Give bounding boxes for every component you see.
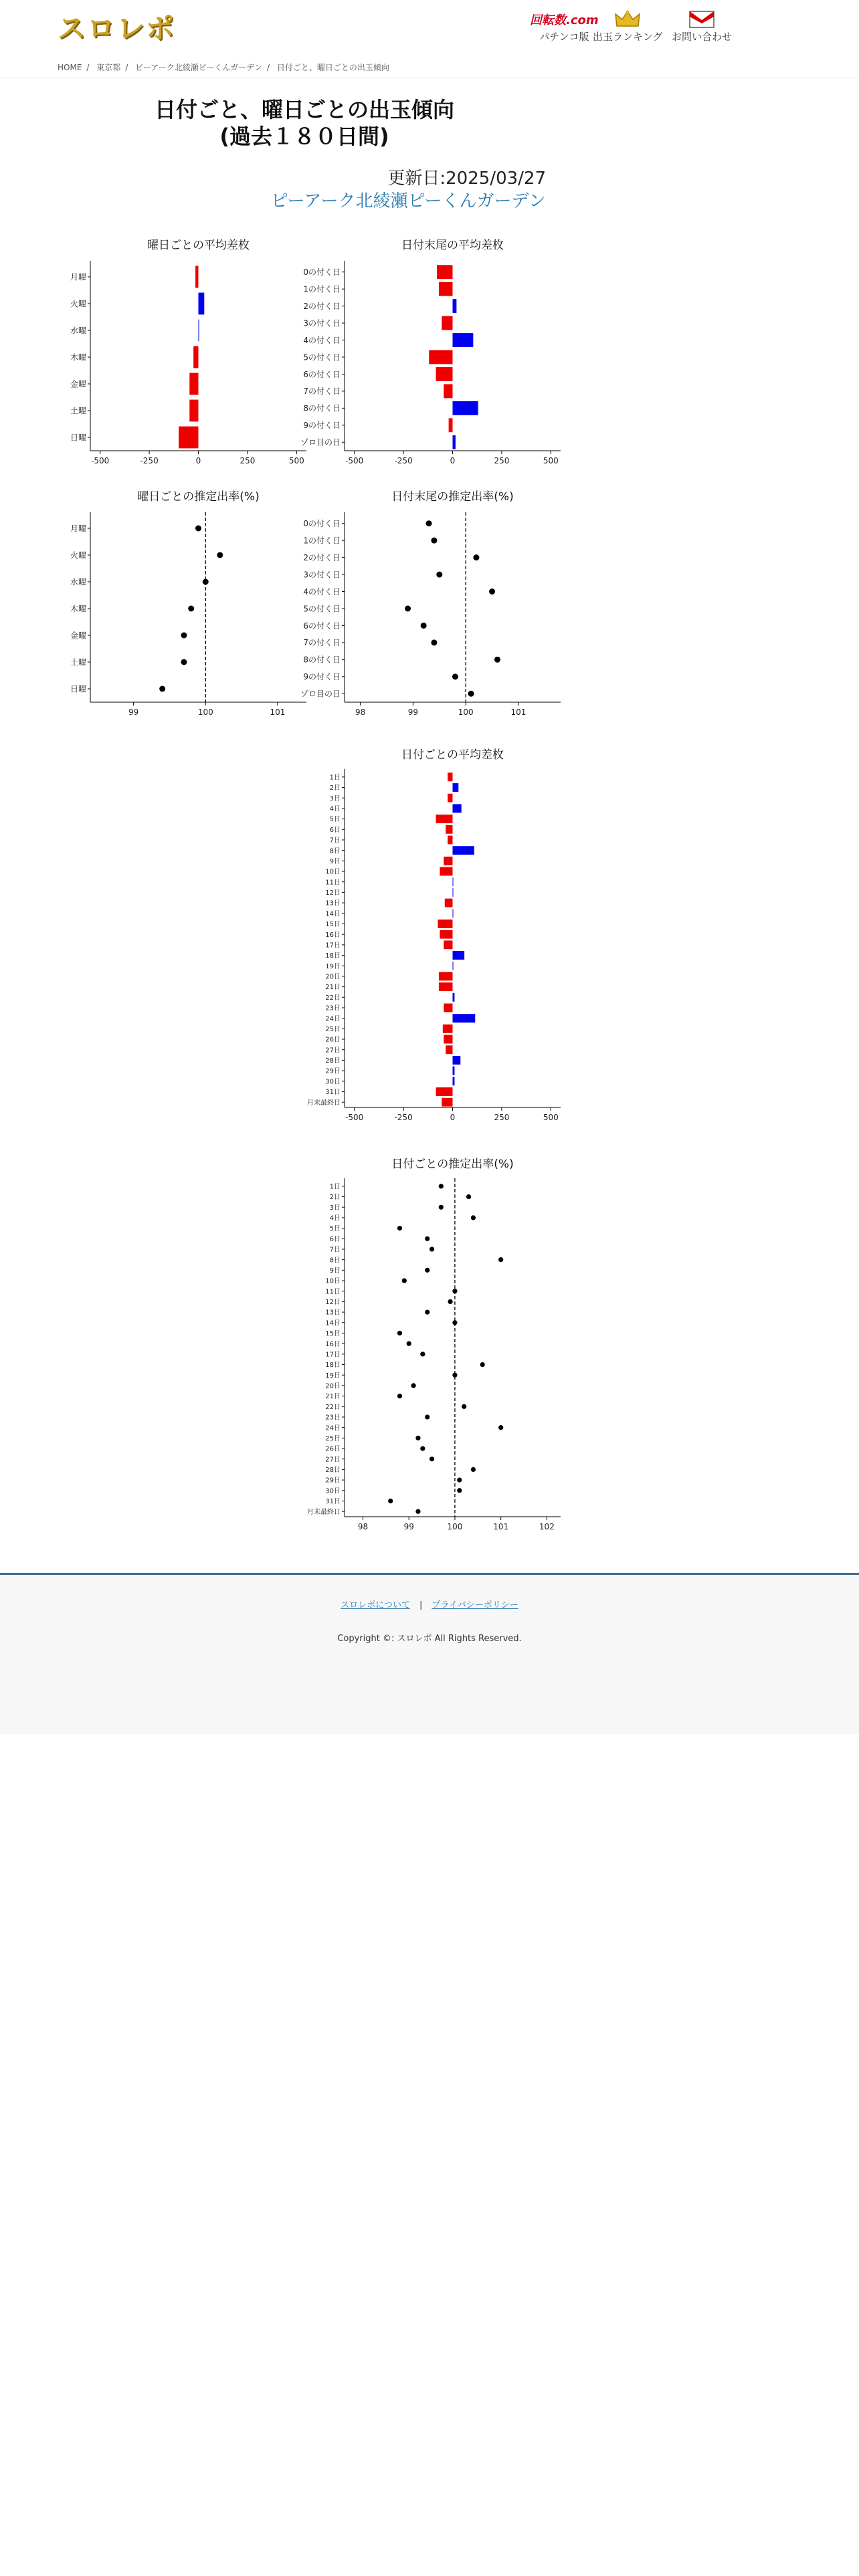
y-tick-label: 29日	[325, 1477, 341, 1485]
breadcrumb-home[interactable]: HOME	[58, 63, 82, 72]
x-tick-label: 500	[543, 456, 559, 465]
y-tick-label: 1の付く日	[303, 536, 341, 546]
x-tick-label: 99	[403, 1522, 414, 1531]
y-tick-label: 3日	[329, 794, 341, 802]
bar	[440, 930, 452, 939]
data-point	[498, 1257, 503, 1262]
y-tick-label: 2の付く日	[303, 301, 341, 311]
data-point	[181, 633, 187, 639]
y-tick-label: 16日	[325, 1340, 341, 1348]
bar	[446, 1045, 452, 1054]
bar	[444, 1004, 452, 1012]
data-point	[430, 1457, 434, 1461]
data-point	[188, 606, 194, 612]
y-tick-label: 金曜	[70, 631, 86, 641]
data-point	[425, 1237, 430, 1241]
bar	[448, 772, 452, 781]
y-tick-label: 0の付く日	[303, 519, 341, 529]
y-tick-label: 9日	[329, 1267, 341, 1275]
y-tick-label: 5日	[329, 1225, 341, 1233]
y-tick-label: 0の付く日	[303, 267, 341, 278]
y-tick-label: 21日	[325, 984, 341, 992]
y-tick-label: 28日	[325, 1057, 341, 1065]
y-tick-label: 日曜	[70, 433, 86, 443]
x-tick-label: 0	[195, 456, 201, 465]
footer-links: スロレポについて | プライバシーポリシー	[341, 1600, 518, 1610]
data-point	[448, 1299, 452, 1304]
x-tick-label: -250	[140, 456, 159, 465]
y-tick-label: 2の付く日	[303, 552, 341, 562]
data-point	[415, 1436, 420, 1440]
data-point	[420, 1446, 425, 1451]
data-point	[439, 1205, 444, 1210]
nav-pachinko[interactable]	[530, 9, 599, 43]
y-tick-label: 3の付く日	[303, 570, 341, 580]
x-tick-label: 0	[450, 1113, 456, 1122]
bar	[436, 815, 453, 823]
y-tick-label: 5日	[329, 816, 341, 824]
breadcrumb: HOME / 東京都 / ピーアーク北綾瀬ピーくんガーデン / 日付ごと、曜日ごとの出玉傾向	[58, 63, 389, 72]
x-tick-label: 100	[458, 708, 474, 717]
y-tick-label: 28日	[325, 1467, 341, 1475]
y-tick-label: 1日	[329, 774, 341, 782]
privacy-link[interactable]: プライバシーポリシー	[432, 1600, 518, 1610]
bar	[444, 384, 452, 398]
y-tick-label: 19日	[325, 962, 341, 970]
data-point	[457, 1477, 462, 1482]
bar	[189, 400, 198, 422]
y-tick-label: 26日	[325, 1445, 341, 1453]
data-point	[425, 1268, 430, 1273]
y-tick-label: 3の付く日	[303, 318, 341, 328]
x-tick-label: 0	[450, 456, 456, 465]
y-tick-label: 2日	[329, 1194, 341, 1202]
x-tick-label: 101	[493, 1522, 509, 1531]
bar	[438, 920, 452, 928]
x-tick-label: 500	[543, 1113, 559, 1122]
y-tick-label: 8の付く日	[303, 403, 341, 413]
x-tick-label: 99	[128, 708, 139, 717]
y-tick-label: 木曜	[70, 604, 86, 614]
y-tick-label: 9の付く日	[303, 672, 341, 682]
bar	[453, 846, 474, 855]
x-tick-label: 101	[510, 708, 527, 717]
data-point	[425, 1414, 430, 1419]
y-tick-label: 18日	[325, 952, 341, 960]
bar	[453, 401, 478, 415]
y-tick-label: 7日	[329, 837, 341, 845]
about-link[interactable]: スロレポについて	[341, 1600, 410, 1610]
bar	[453, 962, 454, 970]
data-point	[159, 686, 165, 692]
y-tick-label: 10日	[325, 1277, 341, 1285]
bar	[439, 982, 453, 991]
bar	[442, 1098, 452, 1107]
data-point	[425, 1309, 430, 1314]
chart-title: 日付末尾の平均差枚	[401, 239, 504, 252]
bar	[193, 346, 198, 368]
x-tick-label: 99	[407, 708, 419, 717]
data-point	[181, 659, 187, 665]
data-point	[430, 1247, 434, 1251]
data-point	[468, 691, 474, 697]
bar	[453, 1014, 476, 1023]
bar	[453, 993, 455, 1002]
y-tick-label: 金曜	[70, 379, 86, 389]
bar	[442, 316, 452, 330]
x-tick-label: -500	[345, 456, 364, 465]
bar	[440, 867, 452, 876]
y-tick-label: 14日	[325, 1319, 341, 1327]
bar	[429, 350, 452, 364]
y-tick-label: 6日	[329, 1235, 341, 1243]
chart-title: 曜日ごとの推定出率(%)	[137, 490, 260, 504]
bar	[179, 427, 198, 449]
y-tick-label: 1の付く日	[303, 284, 341, 294]
data-point	[415, 1509, 420, 1514]
y-tick-label: 23日	[325, 1414, 341, 1422]
y-tick-label: 5の付く日	[303, 604, 341, 614]
x-tick-label: 250	[240, 456, 256, 465]
y-tick-label: 26日	[325, 1036, 341, 1044]
bar	[444, 1035, 452, 1044]
data-point	[452, 673, 458, 679]
data-point	[407, 1341, 411, 1346]
data-point	[452, 1373, 457, 1378]
page-title: 日付ごと、曜日ごとの出玉傾向 (過去１８０日間)	[154, 97, 454, 149]
digit-diff-chart	[300, 234, 569, 469]
nav-contact[interactable]	[672, 9, 732, 43]
data-point	[494, 657, 500, 663]
chart-title: 曜日ごとの平均差枚	[147, 239, 250, 252]
y-tick-label: 15日	[325, 1330, 341, 1338]
data-point	[431, 538, 437, 544]
y-tick-label: 4の付く日	[303, 335, 341, 345]
bar	[445, 899, 453, 907]
y-tick-label: 21日	[325, 1393, 341, 1401]
y-tick-label: 8日	[329, 1257, 341, 1265]
bar	[453, 888, 454, 897]
y-tick-label: 1日	[329, 1183, 341, 1191]
y-tick-label: 27日	[325, 1456, 341, 1464]
bar	[449, 418, 453, 432]
data-point	[489, 588, 495, 595]
y-tick-label: 30日	[325, 1487, 341, 1495]
x-tick-label: 500	[288, 456, 304, 465]
bar	[446, 825, 452, 834]
date-diff-chart	[307, 744, 569, 1125]
data-point	[397, 1394, 402, 1398]
x-tick-label: -250	[394, 456, 413, 465]
y-tick-label: 23日	[325, 1004, 341, 1012]
x-tick-label: 102	[539, 1522, 555, 1531]
bar	[453, 951, 465, 960]
y-tick-label: 土曜	[70, 406, 86, 416]
bar	[453, 1056, 461, 1065]
weekday-diff-chart	[60, 234, 314, 469]
y-tick-label: 4日	[329, 805, 341, 813]
y-tick-label: ゾロ目の日	[300, 689, 341, 699]
data-point	[471, 1467, 476, 1472]
data-point	[402, 1278, 407, 1283]
data-point	[471, 1215, 476, 1220]
digit-rate-chart	[300, 486, 569, 721]
y-tick-label: 22日	[325, 994, 341, 1002]
y-tick-label: 12日	[325, 889, 341, 897]
nav-ranking-label: 出玉ランキング	[593, 31, 663, 43]
y-tick-label: 火曜	[70, 550, 86, 560]
y-tick-label: 5の付く日	[303, 352, 341, 362]
y-tick-label: 土曜	[70, 657, 86, 667]
bar	[453, 435, 456, 449]
y-tick-label: 12日	[325, 1299, 341, 1307]
bar	[453, 1077, 455, 1085]
y-tick-label: 31日	[325, 1089, 341, 1097]
x-tick-label: 100	[447, 1522, 463, 1531]
bar	[436, 367, 453, 381]
data-point	[195, 526, 201, 532]
crown-icon	[614, 9, 641, 29]
y-tick-label: 9の付く日	[303, 421, 341, 431]
x-tick-label: 101	[270, 708, 286, 717]
data-point	[203, 579, 209, 585]
data-point	[421, 623, 427, 629]
bar	[436, 1087, 453, 1096]
y-tick-label: 7の付く日	[303, 638, 341, 648]
data-point	[452, 1320, 457, 1325]
bar	[444, 940, 452, 949]
y-tick-label: 24日	[325, 1015, 341, 1023]
site-header	[0, 0, 859, 53]
bar	[453, 877, 454, 886]
data-point	[457, 1488, 462, 1493]
copyright: Copyright ©: スロレポ All Rights Reserved.	[337, 1634, 522, 1644]
data-point	[466, 1194, 471, 1199]
y-tick-label: 19日	[325, 1372, 341, 1380]
data-point	[420, 1352, 425, 1356]
y-tick-label: 31日	[325, 1498, 341, 1506]
nav-contact-label: お問い合わせ	[672, 31, 733, 43]
data-point	[473, 554, 479, 560]
y-tick-label: 月末最終日	[307, 1508, 341, 1516]
y-tick-label: 6の付く日	[303, 369, 341, 379]
y-tick-label: 13日	[325, 1309, 341, 1317]
bar	[439, 282, 453, 296]
data-point	[397, 1331, 402, 1335]
y-tick-label: 水曜	[70, 577, 86, 587]
data-point	[411, 1383, 415, 1388]
y-tick-label: 11日	[325, 1288, 341, 1296]
pachinko-logo: 回転数.com	[530, 13, 599, 27]
y-tick-label: 2日	[329, 784, 341, 792]
x-tick-label: 250	[494, 1113, 510, 1122]
y-tick-label: 8の付く日	[303, 655, 341, 665]
mail-icon	[688, 9, 715, 29]
bar	[453, 299, 457, 313]
breadcrumb-store[interactable]: ピーアーク北綾瀬ピーくんガーデン	[135, 63, 263, 72]
site-footer	[0, 1573, 859, 1734]
y-tick-label: 月曜	[70, 524, 86, 534]
y-tick-label: 月曜	[70, 272, 86, 282]
data-point	[397, 1226, 402, 1230]
y-tick-label: 3日	[329, 1204, 341, 1212]
y-tick-label: 7日	[329, 1246, 341, 1254]
x-tick-label: 100	[197, 708, 213, 717]
x-tick-label: -500	[345, 1113, 364, 1122]
data-point	[426, 520, 432, 526]
bar	[199, 293, 205, 315]
y-tick-label: 17日	[325, 942, 341, 950]
y-tick-label: 4の付く日	[303, 586, 341, 597]
bar	[453, 1067, 455, 1075]
bar	[453, 333, 474, 347]
y-tick-label: 20日	[325, 973, 341, 981]
bar	[448, 794, 452, 802]
data-point	[431, 639, 437, 645]
y-tick-label: 30日	[325, 1078, 341, 1086]
x-tick-label: 250	[494, 456, 510, 465]
data-point	[405, 606, 411, 612]
y-tick-label: 9日	[329, 857, 341, 865]
y-tick-label: 25日	[325, 1025, 341, 1033]
y-tick-label: 8日	[329, 847, 341, 855]
data-point	[498, 1425, 503, 1430]
y-tick-label: 水曜	[70, 326, 86, 336]
weekday-rate-chart	[60, 486, 314, 721]
data-point	[462, 1404, 466, 1409]
data-point	[217, 552, 223, 558]
y-tick-label: 27日	[325, 1047, 341, 1055]
y-tick-label: 11日	[325, 879, 341, 887]
data-point	[480, 1362, 485, 1367]
y-tick-label: 13日	[325, 899, 341, 907]
y-tick-label: 17日	[325, 1351, 341, 1359]
y-tick-label: 24日	[325, 1424, 341, 1432]
y-tick-label: 20日	[325, 1382, 341, 1390]
y-tick-label: 木曜	[70, 352, 86, 362]
breadcrumb-current: 日付ごと、曜日ごとの出玉傾向	[276, 63, 389, 72]
y-tick-label: 22日	[325, 1403, 341, 1411]
x-tick-label: 98	[355, 708, 366, 717]
y-tick-label: 29日	[325, 1067, 341, 1075]
chart-title: 日付末尾の推定出率(%)	[391, 490, 514, 504]
site-logo[interactable]: スロレポ	[58, 12, 176, 45]
chart-title: 日付ごとの平均差枚	[401, 748, 504, 762]
breadcrumb-prefecture[interactable]: 東京都	[96, 63, 121, 72]
y-tick-label: 6日	[329, 826, 341, 834]
bar	[453, 804, 462, 813]
y-tick-label: ゾロ目の日	[300, 437, 341, 447]
data-point	[452, 1289, 457, 1293]
data-point	[436, 572, 442, 578]
y-tick-label: 10日	[325, 868, 341, 876]
bar	[189, 373, 198, 395]
data-point	[439, 1184, 444, 1188]
x-tick-label: -500	[91, 456, 110, 465]
y-tick-label: 14日	[325, 910, 341, 918]
updated-date: 更新日:2025/03/27	[387, 169, 546, 189]
bar	[453, 909, 454, 918]
bar	[448, 836, 452, 845]
bar	[437, 265, 452, 279]
nav-pachinko-label: パチンコ版	[539, 31, 589, 43]
x-tick-label: -250	[394, 1113, 413, 1122]
y-tick-label: 16日	[325, 931, 341, 939]
y-tick-label: 火曜	[70, 299, 86, 309]
y-tick-label: 月末最終日	[307, 1099, 341, 1107]
bar	[439, 972, 453, 980]
nav-ranking[interactable]	[593, 9, 663, 43]
x-tick-label: 98	[357, 1522, 369, 1531]
y-tick-label: 25日	[325, 1434, 341, 1442]
date-rate-chart	[307, 1153, 569, 1534]
bar	[444, 857, 452, 865]
bar	[195, 266, 198, 288]
y-tick-label: 18日	[325, 1362, 341, 1370]
chart-title: 日付ごとの推定出率(%)	[391, 1158, 514, 1171]
y-tick-label: 4日	[329, 1214, 341, 1222]
bar	[443, 1025, 453, 1033]
y-tick-label: 15日	[325, 921, 341, 929]
y-tick-label: 6の付く日	[303, 621, 341, 631]
y-tick-label: 7の付く日	[303, 387, 341, 397]
store-link[interactable]: ピーアーク北綾瀬ピーくんガーデン	[270, 191, 546, 211]
bar	[453, 783, 459, 792]
data-point	[388, 1499, 393, 1503]
y-tick-label: 日曜	[70, 684, 86, 694]
